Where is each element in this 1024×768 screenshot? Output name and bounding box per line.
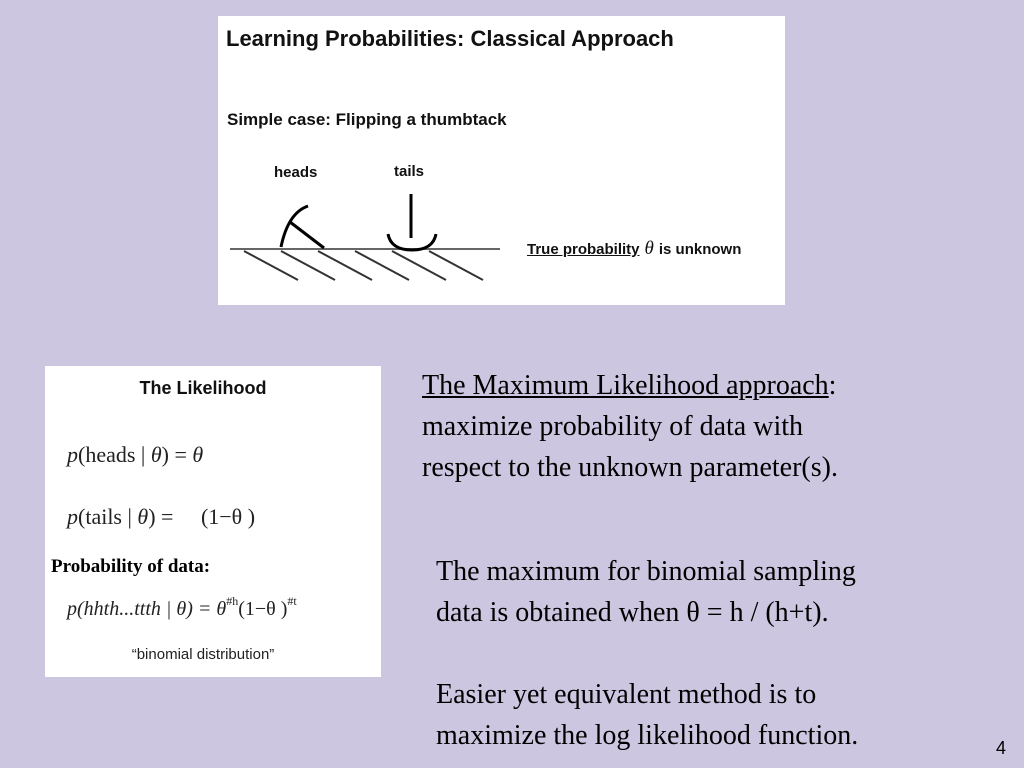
ml-colon: : bbox=[828, 370, 837, 401]
ml-heading: The Maximum Likelihood approach bbox=[422, 370, 829, 401]
eq-p: p bbox=[67, 442, 78, 467]
binomial-caption: “binomial distribution” bbox=[131, 646, 275, 663]
binomial-line-1: The maximum for binomial sampling bbox=[436, 556, 856, 587]
data-likelihood-equation bbox=[67, 594, 297, 621]
eq-mid: (1−θ ) bbox=[238, 598, 288, 620]
eq-exponent-h: #h bbox=[226, 594, 239, 608]
figure-title: Learning Probabilities: Classical Approach bbox=[226, 26, 674, 51]
ml-line-2: maximize probability of data with bbox=[422, 411, 804, 442]
eq-result: θ bbox=[192, 442, 204, 467]
log-likelihood-text bbox=[436, 674, 996, 756]
binomial-max-text bbox=[436, 551, 996, 633]
tails-thumbtack-icon bbox=[388, 194, 436, 250]
true-probability-label: True probability bbox=[527, 241, 640, 258]
eq-body: (tails | bbox=[78, 504, 138, 529]
eq-lhs: p(hhth...ttth | θ) = θ bbox=[67, 598, 227, 620]
max-likelihood-text bbox=[422, 365, 982, 488]
log-line-1: Easier yet equivalent method is to bbox=[436, 679, 817, 710]
eq-theta: θ bbox=[137, 504, 149, 529]
true-probability-note bbox=[527, 238, 741, 260]
likelihood-panel bbox=[45, 366, 381, 677]
theta-symbol: θ bbox=[644, 238, 654, 259]
tails-likelihood-equation bbox=[67, 504, 255, 530]
likelihood-title: The Likelihood bbox=[139, 378, 267, 398]
ml-heading-line bbox=[422, 365, 982, 406]
unknown-label: is unknown bbox=[658, 241, 742, 258]
binomial-line-2: data is obtained when θ = h / (h+t). bbox=[436, 597, 829, 628]
log-line-2: maximize the log likelihood function. bbox=[436, 720, 859, 751]
heads-label: heads bbox=[274, 164, 318, 181]
eq-p: p bbox=[67, 504, 78, 529]
tails-label: tails bbox=[394, 163, 425, 180]
heads-likelihood-equation bbox=[67, 442, 203, 468]
eq-result: (1−θ ) bbox=[200, 504, 256, 529]
eq-exponent-t: #t bbox=[287, 594, 297, 608]
heads-thumbtack-icon bbox=[281, 206, 324, 248]
thumbtack-figure bbox=[218, 16, 785, 305]
eq-body: (heads | bbox=[78, 442, 151, 467]
probability-of-data-label: Probability of data: bbox=[51, 556, 211, 577]
eq-rhs: ) = bbox=[161, 442, 193, 467]
slide-number: 4 bbox=[996, 738, 1007, 758]
ml-line-3: respect to the unknown parameter(s). bbox=[422, 452, 838, 483]
eq-theta: θ bbox=[150, 442, 162, 467]
ground-hatching bbox=[244, 251, 483, 280]
figure-subtitle: Simple case: Flipping a thumbtack bbox=[227, 110, 507, 129]
eq-rhs: ) = bbox=[148, 504, 179, 529]
thumbtack-drawing bbox=[218, 16, 785, 305]
